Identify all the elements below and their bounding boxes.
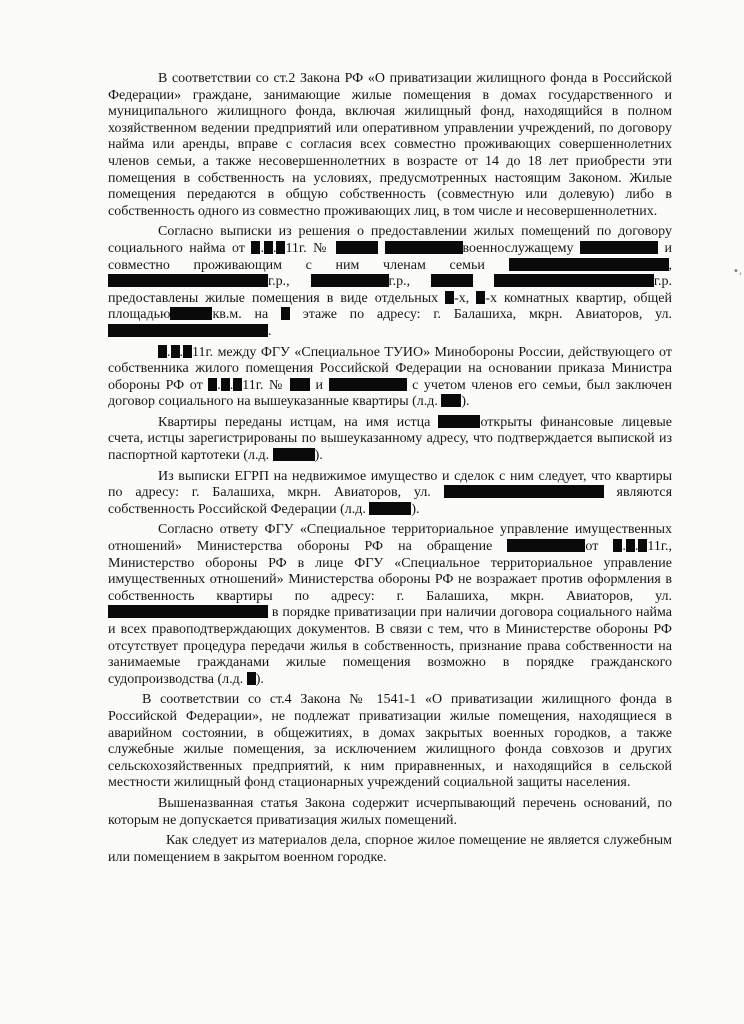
redaction	[336, 241, 378, 254]
text: -х комнатных квартир, общей площадью	[108, 290, 672, 323]
paragraph-1: В соответствии со ст.2 Закона РФ «О приватизации жилищного фонда в Российской Федерации» граждане, занимающие жилые помещения в домах государственного и муниципального жилищного фонда, включая жилищный фонд, находящийся в полном хозяйственном ведении предприятий или оперативном управлении учреждений, по договору найма или аренды, вправе с согласия всех совместно проживающих совершеннолетних членов семьи, а также несовершеннолетних в возрасте от 14 до 18 лет приобрести эти помещения в собственность на условиях, предусмотренных настоящим Законом. Жилые помещения передаются в общую собственность (совместную или долевую) либо в собственность одного из совместно проживающих лиц, в том числе и несовершеннолетних.	[108, 71, 672, 219]
paragraph-8: Вышеназванная статья Закона содержит исчерпывающий перечень оснований, по которым не допускается приватизация жилых помещений.	[108, 795, 672, 828]
text: ).	[314, 448, 323, 464]
redaction	[476, 291, 485, 304]
redaction	[329, 378, 407, 391]
paragraph-5	[108, 469, 672, 519]
redaction	[613, 539, 622, 552]
redaction	[221, 378, 230, 391]
margin-mark: •,	[733, 266, 743, 277]
text: ,	[668, 257, 672, 273]
redaction	[108, 605, 268, 618]
redaction	[170, 307, 212, 320]
text: ).	[255, 671, 264, 687]
redaction	[444, 485, 604, 498]
redaction	[431, 274, 473, 287]
redaction	[108, 274, 268, 287]
redaction	[385, 241, 463, 254]
redaction	[445, 291, 454, 304]
text: г.р. предоставлены жилые помещения в виде отдельных	[108, 274, 672, 306]
redaction	[580, 241, 658, 254]
paragraph-4	[108, 415, 672, 465]
text: являются собственность Российской Федерации (л.д.	[108, 485, 673, 517]
redaction	[509, 258, 669, 271]
text: ).	[411, 501, 420, 517]
text: 11г. №	[242, 377, 285, 393]
redaction	[273, 448, 315, 461]
text: -х,	[454, 290, 470, 306]
text: Согласно ответу ФГУ «Специальное территориальное управление имущественных отношений» Министерства обороны РФ на обращение	[108, 522, 672, 555]
redaction	[626, 539, 635, 552]
text: Из выписки ЕГРП на недвижимое имущество и сделок с ним следует, что квартиры по адресу: г. Балашиха, мкрн. Авиаторов, ул.	[108, 468, 672, 501]
paragraph-6: Согласно ответу ФГУ «Специальное территориальное управление имущественных отношений» Министерства обороны РФ на обращение от . . 11г., Министерство обороны РФ в лице ФГУ «Специальное территориальное управление имущественных отношений» Министерства обороны РФ не возражает против оформления в собственность квартиры по адресу: г. Балашиха, мкрн. Авиаторов, ул. в порядке приватизации при наличии договора социального найма и всех правоподтверждающих документов. В связи с тем, что в Министерстве обороны РФ отсутствует процедура передачи жилья в собственность, признание права собственности на занимаемые гражданами жилые помещения возможно в порядке гражданского судопроизводства (л.д. ).	[108, 522, 673, 687]
redaction	[281, 307, 290, 320]
text: открыты финансовые лицевые счета, истцы зарегистрированы по вышеуказанному адресу, что подтверждается выпиской из паспортной картотеки (л.д.	[108, 414, 672, 464]
text: 11г., Министерство обороны РФ в лице ФГУ «Специальное территориальное управление имущественных отношений» Министерства обороны РФ не возражает против оформления в собственность квартиры по адресу: г. Балашиха, мкрн. Авиаторов, ул.	[108, 539, 673, 604]
redaction	[171, 345, 180, 358]
redaction	[183, 345, 192, 358]
text: этаже по адресу: г. Балашиха, мкрн. Авиаторов, ул.	[302, 307, 673, 323]
redaction	[264, 241, 273, 254]
text: и	[315, 377, 323, 393]
redaction	[108, 324, 268, 337]
paragraph-3: . . 11г. между ФГУ «Специальное ТУИО» Минобороны России, действующего от собственника жилого помещения Российской Федерации на основании приказа Министра обороны РФ от . . 11г. № и с учетом членов его семьи, был заключен договор социального на вышеуказанные квартиры (л.д. ).	[108, 344, 672, 410]
redaction	[290, 378, 310, 391]
text: 11г. №	[285, 240, 330, 256]
text: г.р.,	[388, 274, 411, 290]
redaction	[311, 274, 389, 287]
text: ).	[461, 394, 470, 410]
redaction	[638, 539, 647, 552]
redaction	[233, 378, 242, 391]
text: Согласно выписки из решения о предоставлении жилых помещений по договору социального найма от	[108, 224, 672, 256]
paragraph-2: Согласно выписки из решения о предоставлении жилых помещений по договору социального найма от . . 11г. № военнослужащему и совместно проживающим с ним членам семьи , г.р., г.р., г.р. предоставлены жилые помещения в виде отдельных -х, -х комнатных квартир, общей площадью кв.м. на этаже по адресу: г. Балашиха, мкрн. Авиаторов, ул. .	[108, 224, 673, 339]
redaction	[438, 415, 480, 428]
redaction	[441, 394, 461, 407]
text: Квартиры переданы истцам, на имя истца	[158, 414, 431, 430]
paragraph-7: В соответствии со ст.4 Закона № 1541-1 «О приватизации жилищного фонда в Российской Федерации», не подлежат приватизации жилые помещения, находящиеся в аварийном состоянии, в общежитиях, в домах закрытых военных городков, а также служебные жилые помещения, за исключением жилищного фонда совхозов и других сельскохозяйственных предприятий, к ним приравненных, и находящийся в сельской местности жилищный фонд стационарных учреждений социальной защиты населения.	[108, 692, 672, 791]
text: с учетом членов его семьи, был заключен договор социального на вышеуказанные квартиры (л.д.	[108, 377, 672, 410]
redaction	[208, 378, 217, 391]
redaction	[507, 539, 585, 552]
text: от	[585, 539, 599, 555]
redaction	[251, 241, 260, 254]
document-page	[108, 71, 672, 866]
paragraph-9: Как следует из материалов дела, спорное жилое помещение не является служебным или помещением в закрытом военном городке.	[108, 833, 672, 865]
redaction	[369, 502, 411, 515]
text: г.р.,	[268, 274, 290, 290]
redaction	[158, 345, 167, 358]
redaction	[494, 274, 654, 287]
text: военнослужащему	[462, 240, 574, 256]
text: .	[268, 323, 272, 339]
text: кв.м. на	[212, 307, 269, 323]
text: в порядке приватизации при наличии договора социального найма и всех правоподтверждающих документов. В связи с тем, что в Министерстве обороны РФ отсутствует процедура передачи жилья в собственность, признание права собственности на занимаемые гражданами жилые помещения возможно в порядке гражданского судопроизводства (л.д.	[108, 605, 672, 687]
text: и совместно проживающим с ним членам семьи	[108, 240, 673, 273]
redaction	[247, 672, 256, 685]
text: 11г. между ФГУ «Специальное ТУИО» Минобороны России, действующего от собственника жилого помещения Российской Федерации на основании приказа Министра обороны РФ от	[108, 344, 672, 393]
